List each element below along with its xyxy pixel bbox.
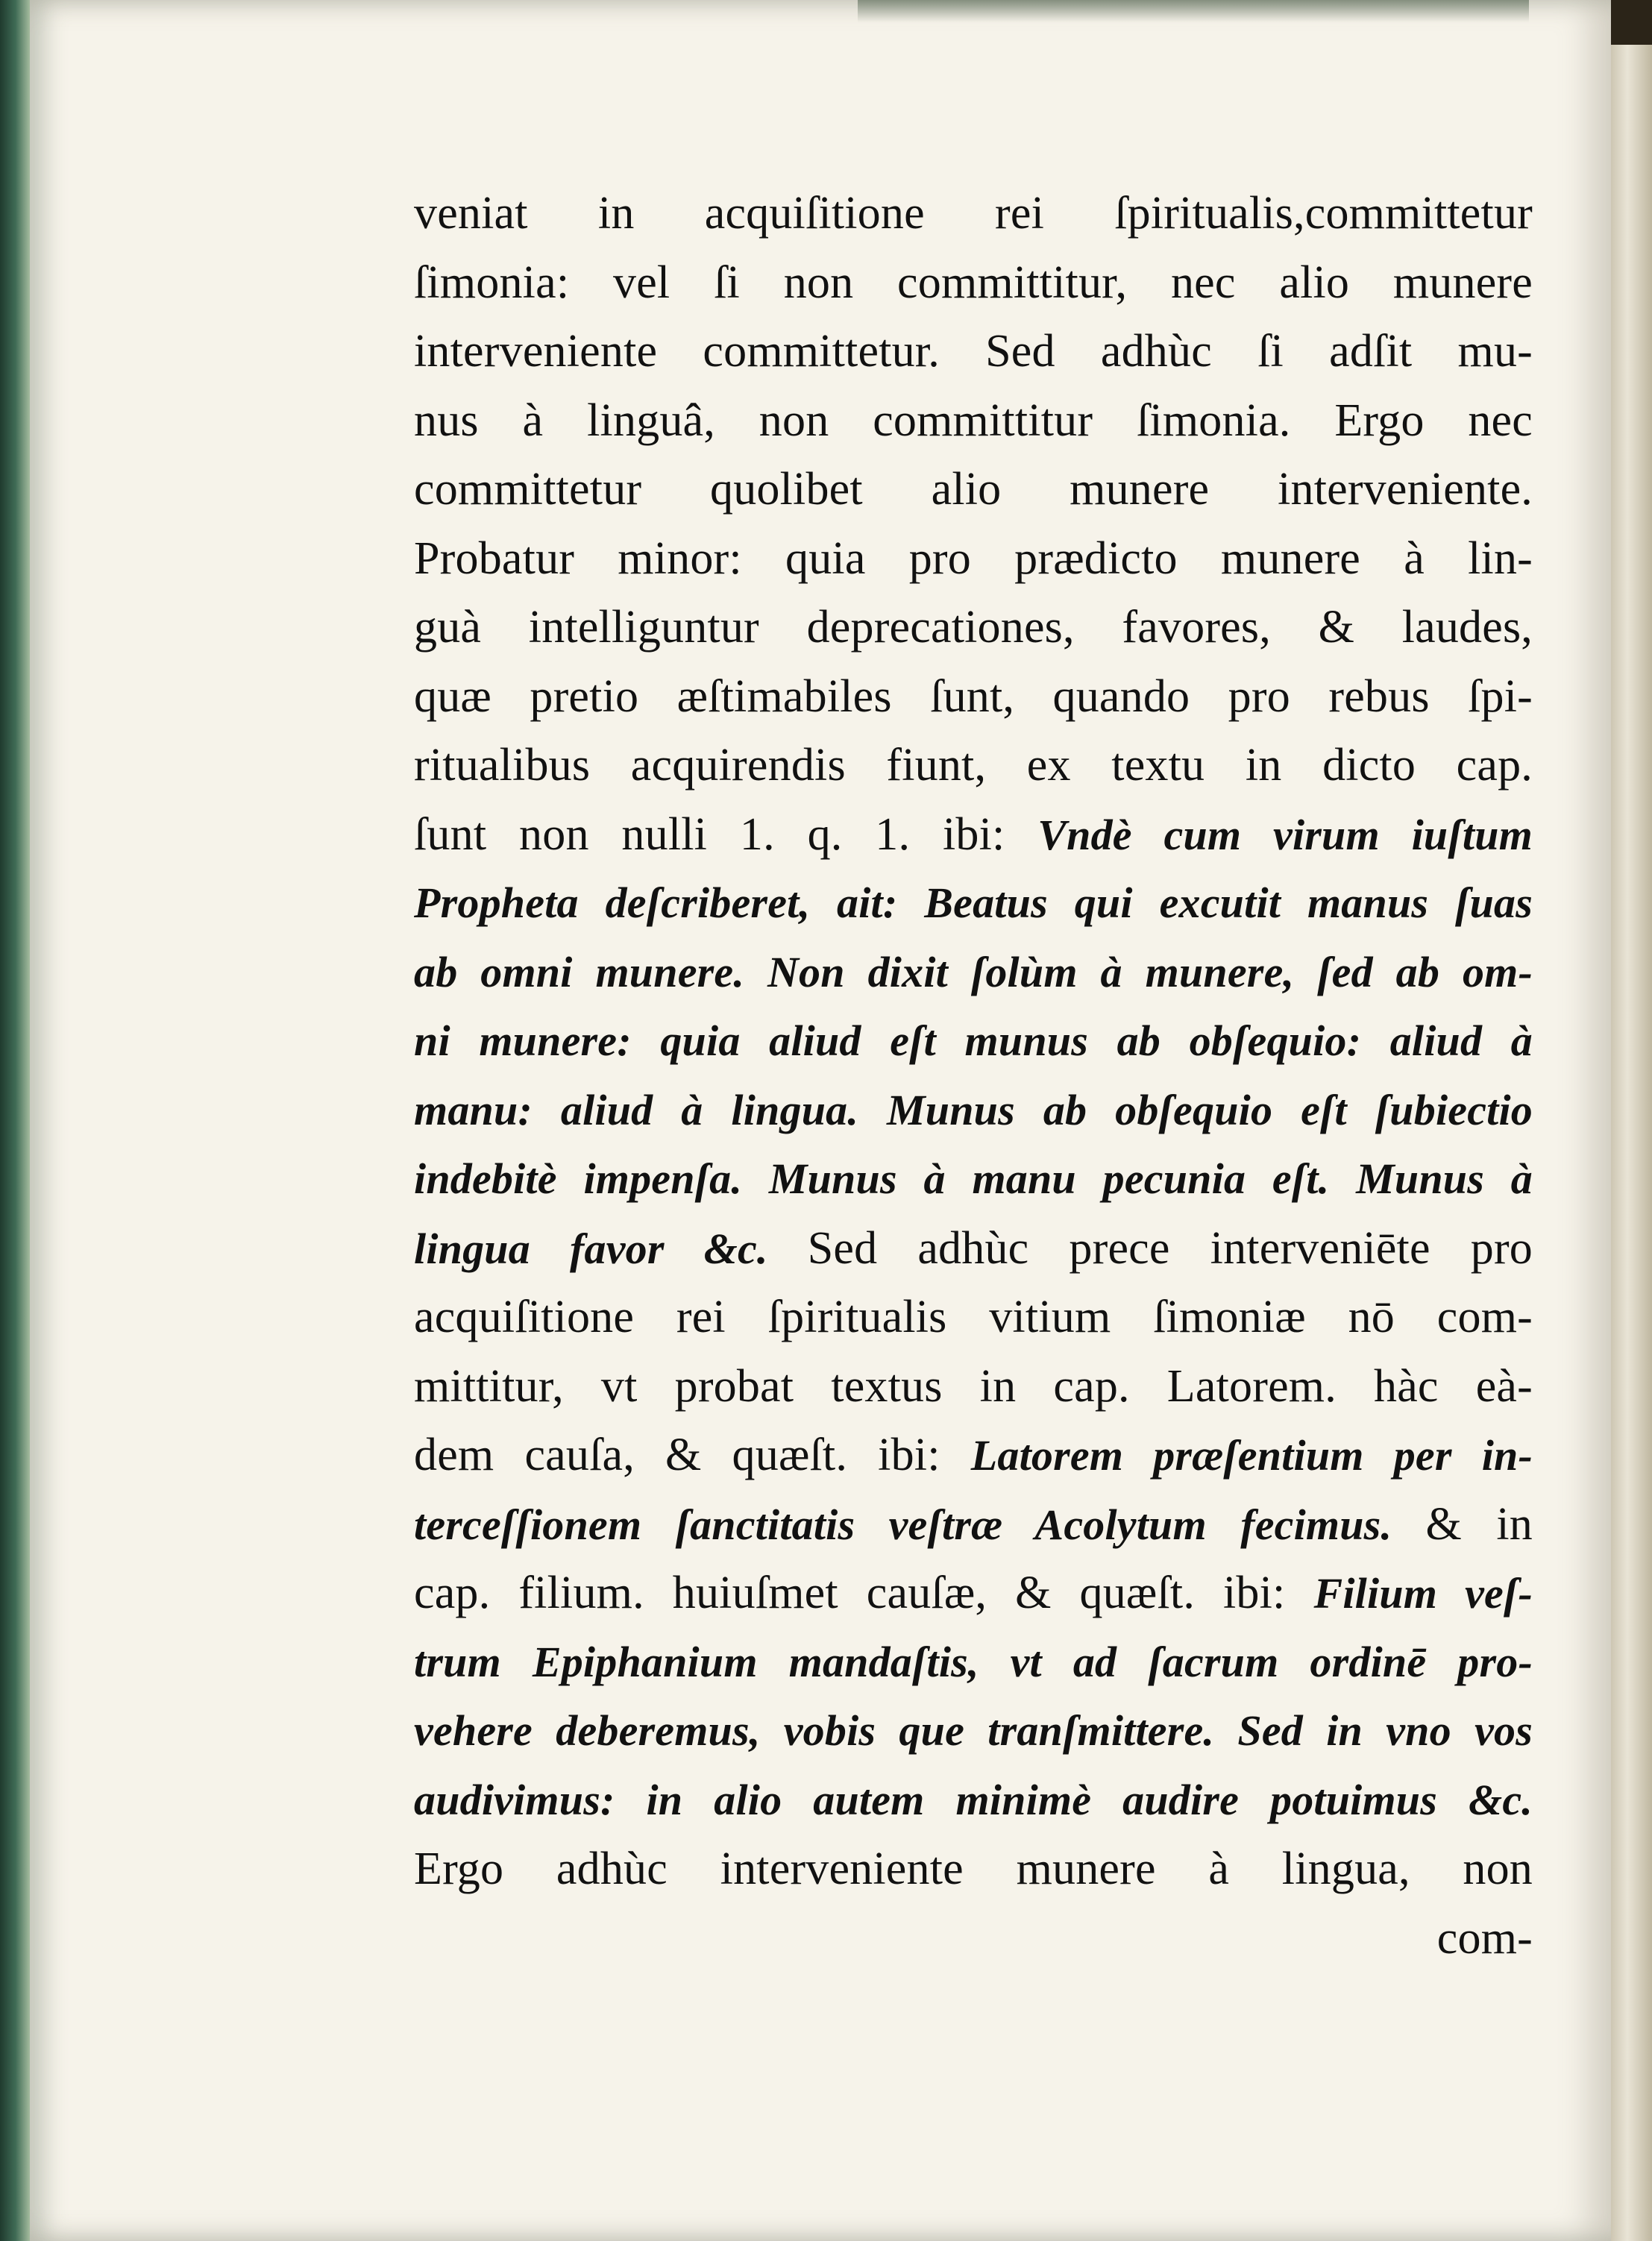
page-stack-edge bbox=[1611, 45, 1652, 2241]
text-line-italic: ni munere: quia aliud eſt munus ab obſequio: aliud à bbox=[414, 1016, 1533, 1065]
text-roman: ſunt non nulli 1. q. 1. ibi: bbox=[414, 808, 1038, 860]
text-line bbox=[414, 800, 1533, 870]
text-line-italic: trum Epiphanium mandaſtis, vt ad ſacrum ordinē pro- bbox=[414, 1637, 1533, 1686]
catchword: com- bbox=[1436, 1912, 1533, 1964]
text-line-italic: ab omni munere. Non dixit ſolùm à munere, ſed ab om- bbox=[414, 947, 1533, 996]
text-line-italic: manu: aliud à lingua. Munus ab obſequio eſt ſubiectio bbox=[414, 1085, 1533, 1134]
page-stain bbox=[858, 0, 1529, 22]
text-line: Probatur minor: quia pro prædicto munere à lin- bbox=[414, 532, 1533, 584]
text-roman: cap. filium. huiuſmet cauſæ, & quæſt. ibi: bbox=[414, 1568, 1314, 1618]
text-line: interveniente committetur. Sed adhùc ſi adſit mu- bbox=[414, 326, 1533, 377]
text-line: nus à linguâ, non committitur ſimonia. Ergo nec bbox=[414, 395, 1533, 446]
text-roman: & in bbox=[1425, 1498, 1533, 1550]
text-line: committetur quolibet alio munere interveniente. bbox=[414, 464, 1533, 515]
text-roman: Sed adhùc prece interveniēte pro bbox=[807, 1222, 1533, 1274]
text-line bbox=[414, 1490, 1533, 1559]
text-line: ſimonia: vel ſi non committitur, nec alio munere bbox=[414, 257, 1533, 308]
text-line-italic: Propheta deſcriberet, ait: Beatus qui excutit manus ſuas bbox=[414, 879, 1533, 927]
text-line: ritualibus acquirendis fiunt, ex textu in dicto cap. bbox=[414, 740, 1533, 791]
text-line: quæ pretio æſtimabiles ſunt, quando pro rebus ſpi- bbox=[414, 670, 1533, 722]
text-italic: terceſſionem ſanctitatis veſtræ Acolytum fecimus. bbox=[414, 1500, 1426, 1549]
text-italic: Vndè cum virum iuſtum bbox=[1037, 810, 1533, 859]
text-line bbox=[414, 1421, 1533, 1490]
text-line: veniat in acquiſitione rei ſpiritualis,committetur bbox=[414, 188, 1533, 239]
text-line: acquiſitione rei ſpiritualis vitium ſimoniæ nō com- bbox=[414, 1292, 1533, 1342]
text-italic: lingua favor &c. bbox=[414, 1224, 808, 1273]
text-line bbox=[414, 1559, 1533, 1628]
text-italic: Latorem præſentium per in- bbox=[970, 1431, 1533, 1480]
page-text bbox=[414, 179, 1533, 1973]
text-line: Ergo adhùc interveniente munere à lingua, non bbox=[414, 1844, 1533, 1894]
text-line-italic: indebitè impenſa. Munus à manu pecunia eſt. Munus à bbox=[414, 1154, 1533, 1203]
text-line bbox=[414, 1214, 1533, 1283]
text-line: guà intelliguntur deprecationes, favores, & laudes, bbox=[414, 602, 1533, 653]
text-italic: Filium veſ- bbox=[1313, 1569, 1533, 1618]
text-line-italic: vehere deberemus, vobis que tranſmittere. Sed in vno vos bbox=[414, 1706, 1533, 1755]
text-line-italic: audivimus: in alio autem minimè audire potuimus &c. bbox=[414, 1775, 1533, 1824]
text-roman: dem cauſa, & quæſt. ibi: bbox=[414, 1430, 971, 1480]
text-line: mittitur, vt probat textus in cap. Latorem. hàc eà- bbox=[414, 1360, 1533, 1412]
